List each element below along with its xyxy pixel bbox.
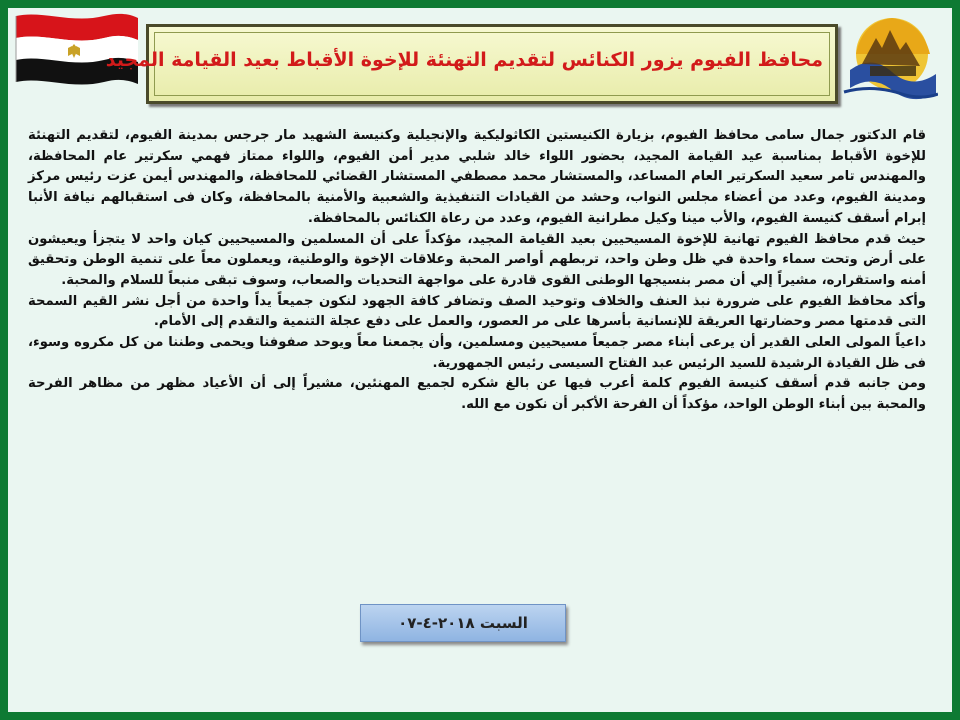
- article-body: [28, 126, 926, 416]
- page-title: محافظ الفيوم يزور الكنائس لتقديم التهنئة للإخوة الأقباط بعيد القيامة المجيد: [105, 49, 823, 71]
- date-badge: السبت ٢٠١٨-٤-٠٧: [360, 604, 566, 642]
- article-paragraph: قام الدكتور جمال سامى محافظ الفيوم، بزيارة الكنيستين الكاثوليكية والإنجيلية وكنيسة الشهيد مار جرجس بمدينة الفيوم، لتقديم التهنئة للإخوة الأقباط بمناسبة عيد القيامة المجيد، بحضور اللواء خالد شلبي مدير أمن الفيوم، واللواء ممتاز فهمي سكرتير عام المحافظة، والمهندس تامر سعيد السكرتير العام المساعد، والمستشار محمد مصطفي المستشار القضائي للمحافظة، والمهندس أيمن عزت رئيس مركز ومدينة الفيوم، وعدد من أعضاء مجلس النواب، وحشد من القيادات التنفيذية والشعبية والأمنية بالمحافظة، وكان فى استقبالهم نيافة الأنبا إبرام أسقف كنيسة الفيوم، والأب مينا وكيل مطرانية الفيوم، وعدد من رعاة الكنائس بالمحافظة.: [28, 128, 926, 226]
- article-paragraph: وأكد محافظ الفيوم على ضرورة نبذ العنف والخلاف وتوحيد الصف وتضافر كافة الجهود لنكون جميعاً يداً واحدة من أجل نشر القيم السمحة التى قدمتها مصر وحضارتها العريقة للإنسانية بأسرها على مر العصور، والعمل على دفع عجلة التنمية والتقدم إلى الأمام.: [28, 293, 926, 330]
- article-paragraph: داعياً المولى العلى القدير أن يرعى أبناء مصر جميعاً مسيحيين ومسلمين، وأن يجمعنا معاً ويوحد صفوفنا ويحمى وطننا من كل مكروه وسوء، فى ظل القيادة الرشيدة للسيد الرئيس عبد الفتاح السيسى رئيس الجمهورية.: [28, 335, 926, 371]
- article-paragraph: حيث قدم محافظ الفيوم تهانية للإخوة المسيحيين بعيد القيامة المجيد، مؤكداً على أن المسلمين والمسيحيين كيان واحد لا يتجزأ ويعيشون على أرض وتحت سماء واحدة في ظل وطن واحد، تربطهم أواصر المحبة وعلاقات الإخوة والوطنية، ويعملون معاً على تنمية الوطن وتحقيق أمنه واستقراره، مشيراً إلي أن مصر بنسيجها الوطنى القوى قادرة على مواجهة التحديات والصعاب، وسوف تبقى منبعاً للسلام والمحبة.: [28, 231, 926, 288]
- fayoum-seal-icon: [842, 14, 938, 102]
- title-banner: [105, 24, 838, 104]
- article-paragraph: ومن جانبه قدم أسقف كنيسة الفيوم كلمة أعرب فيها عن بالغ شكره لجميع المهنئين، مشيراً إلى أن الأعياد مظهر من مظاهر الفرحة والمحبة بين أبناء الوطن الواحد، مؤكداً أن الفرحة الأكبر أن نكون مع الله.: [28, 376, 926, 413]
- governorate-logo: [842, 14, 938, 102]
